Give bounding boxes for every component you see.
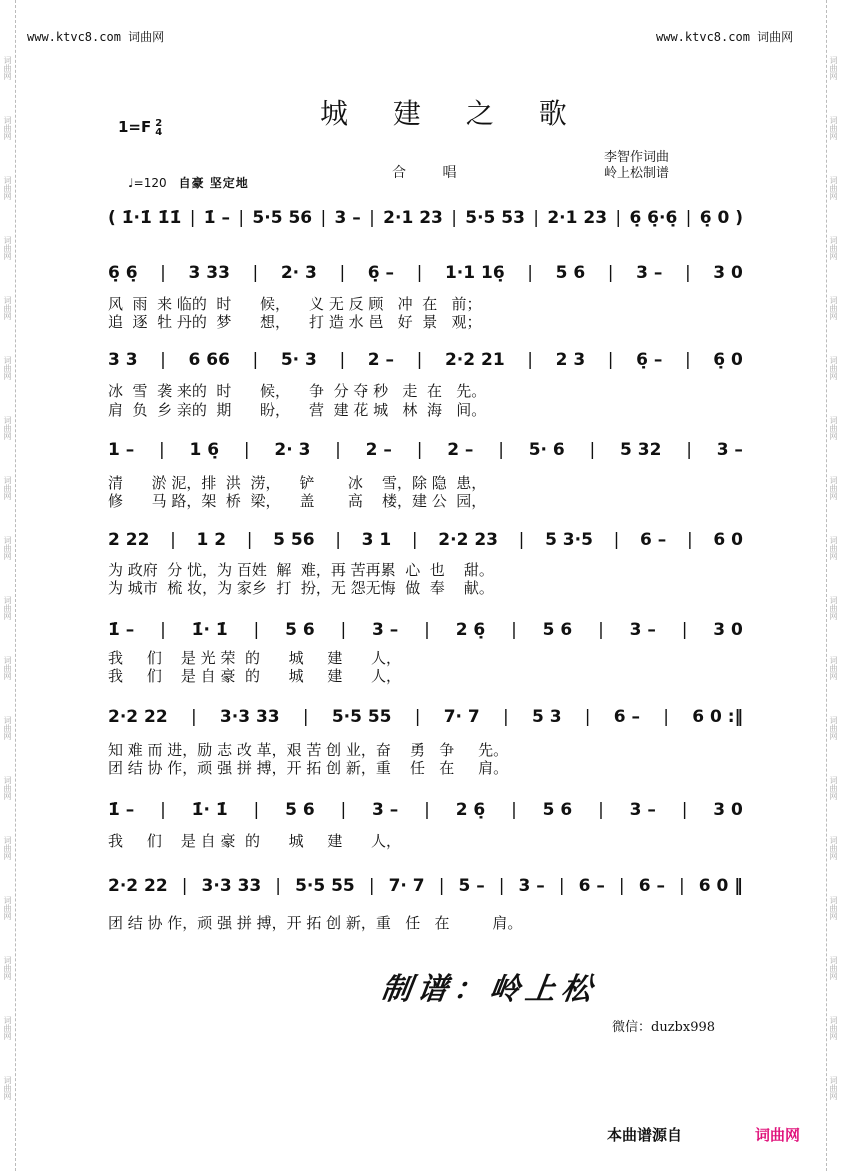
bar-line: | xyxy=(503,707,509,727)
bar-line: | xyxy=(340,620,347,640)
bar-line: | xyxy=(275,876,282,896)
lyric-line: 团 结 协 作，顽 强 拼 搏，开 拓 创 新，重 任 在 肩。 xyxy=(108,914,523,932)
measure: 6 0 ‖ xyxy=(698,876,743,896)
bar-line: | xyxy=(424,620,430,640)
measure: 3 1 xyxy=(361,530,392,550)
measure: 5· 6 xyxy=(528,440,565,460)
measure: 1 2 xyxy=(196,530,227,550)
notation-text xyxy=(108,707,743,727)
bar-line: | xyxy=(320,208,327,228)
bar-line: | xyxy=(584,707,591,727)
bar-line: | xyxy=(340,800,347,820)
bar-line: | xyxy=(613,530,620,550)
watermark-text: 词曲网 xyxy=(829,476,838,500)
measure: 5 6 xyxy=(542,800,573,820)
watermark-text: 词曲网 xyxy=(829,116,838,140)
bar-line: | xyxy=(438,876,445,896)
measure: 2 6̣ xyxy=(455,800,486,820)
measure: 5 6 xyxy=(555,263,586,283)
measure: 3 – xyxy=(629,620,656,640)
measure: 2·1 23 xyxy=(383,208,443,228)
key-signature xyxy=(118,118,162,137)
measure: 2 – xyxy=(365,440,392,460)
notation-text xyxy=(108,530,743,550)
watermark-text: 词曲网 xyxy=(829,1016,838,1040)
bar-line: | xyxy=(414,707,421,727)
measure: 1̇· 1̇ xyxy=(191,800,228,820)
measure: 3 – xyxy=(518,876,545,896)
watermark-text: 词曲网 xyxy=(829,776,838,800)
source-label: 本曲谱源自 xyxy=(607,1126,683,1144)
measure: 2·1 23 xyxy=(547,208,608,228)
watermark-text: 词曲网 xyxy=(829,296,838,320)
measure: 5 32 xyxy=(620,440,662,460)
measure: 3 33 xyxy=(188,263,230,283)
measure: 2· 3 xyxy=(274,440,311,460)
bar-line: | xyxy=(589,440,596,460)
bar-line: | xyxy=(416,263,423,283)
watermark-text: 词曲网 xyxy=(3,476,12,500)
bar-line: | xyxy=(684,350,691,370)
measure: 6̣ 6̣ xyxy=(108,263,138,283)
bar-line: | xyxy=(681,800,688,820)
watermark-text: 词曲网 xyxy=(3,956,12,980)
bar-line: | xyxy=(681,620,688,640)
tempo-value: ♩=120 xyxy=(128,176,167,190)
measure: 6 – xyxy=(640,530,667,550)
watermark-text: 词曲网 xyxy=(3,1016,12,1040)
key-label: 1=F xyxy=(118,118,152,136)
watermark-text: 词曲网 xyxy=(829,956,838,980)
bar-line: | xyxy=(189,208,196,228)
measure: 6 0 xyxy=(713,530,743,550)
bar-line: | xyxy=(335,440,341,460)
measure: 5 6 xyxy=(542,620,573,640)
measure: 2·2 22 xyxy=(108,707,168,727)
measure: 2·2 23 xyxy=(438,530,498,550)
bar-line: | xyxy=(511,620,517,640)
lyric-line: 知 难 而 进，励 志 改 革，艰 苦 创 业，奋 勇 争 先。 xyxy=(108,741,509,759)
bar-line: | xyxy=(253,800,260,820)
notation-text xyxy=(108,440,743,460)
lyric-line: 肩 负 乡 亲的 期 盼， 营 建 花 城 林 海 间。 xyxy=(108,401,487,419)
watermark-text: 词曲网 xyxy=(829,416,838,440)
notation-text xyxy=(108,876,743,896)
measure: 5·5 56 xyxy=(252,208,313,228)
watermark-text: 词曲网 xyxy=(3,176,12,200)
watermark-text: 词曲网 xyxy=(3,1076,12,1100)
bar-line: | xyxy=(339,263,346,283)
measure: 3 0 xyxy=(713,263,743,283)
measure: 5· 3 xyxy=(280,350,317,370)
bar-line: | xyxy=(160,350,166,370)
composer-credit: 李智作词曲 xyxy=(604,150,670,165)
arranger-signature: 制谱：岭上松 xyxy=(379,972,600,1007)
measure: 6̣ 0 xyxy=(713,350,743,370)
watermark-text: 词曲网 xyxy=(3,296,12,320)
notation-text xyxy=(108,208,743,228)
lyric-line: 为 城市 梳 妆，为 家乡 打 扮，无 怨无悔 做 奉 献。 xyxy=(108,579,494,597)
bar-line: | xyxy=(238,208,245,228)
measure: 2 3 xyxy=(555,350,586,370)
bar-line: | xyxy=(518,530,525,550)
watermark-text: 词曲网 xyxy=(829,1076,838,1100)
bar-line: | xyxy=(302,707,309,727)
measure: 3 0 xyxy=(713,620,743,640)
measure: 2 22 xyxy=(108,530,150,550)
notation-text xyxy=(108,263,743,283)
bar-line: | xyxy=(511,800,517,820)
lyric-line: 我 们 是 自 豪 的 城 建 人， xyxy=(108,832,402,850)
bar-line: | xyxy=(558,876,565,896)
measure: 3 – xyxy=(372,620,399,640)
bar-line: | xyxy=(246,530,253,550)
source-site-link[interactable]: 词曲网 xyxy=(755,1126,801,1144)
measure: 1̇ – xyxy=(108,800,135,820)
bar-line: | xyxy=(160,620,166,640)
time-top: 2 xyxy=(155,117,163,129)
mood-marking: 自豪 坚定地 xyxy=(178,176,249,190)
measure: 2 6̣ xyxy=(455,620,486,640)
measure: 5 3 xyxy=(531,707,562,727)
watermark-text: 词曲网 xyxy=(3,56,12,80)
measure: ( 1̇·1̇ 1̇1̇ xyxy=(108,208,182,228)
measure: 5·5 55 xyxy=(295,876,355,896)
measure: 3·3 33 xyxy=(201,876,262,896)
measure: 7· 7 xyxy=(388,876,425,896)
measure: 2· 3 xyxy=(280,263,317,283)
measure: 1̇ – xyxy=(108,620,135,640)
watermark-text: 词曲网 xyxy=(3,116,12,140)
measure: 2·2 22 xyxy=(108,876,168,896)
measure: 2 – xyxy=(367,350,395,370)
measure: 5·5 53 xyxy=(465,208,525,228)
watermark-text: 词曲网 xyxy=(829,176,838,200)
watermark-text: 词曲网 xyxy=(829,896,838,920)
bar-line: | xyxy=(527,263,533,283)
watermark-text: 词曲网 xyxy=(3,896,12,920)
measure: 6̣ 0 ) xyxy=(699,208,743,228)
measure: 6̣ – xyxy=(367,263,395,283)
watermark-text: 词曲网 xyxy=(3,776,12,800)
bar-line: | xyxy=(424,800,430,820)
lyric-line: 我 们 是 光 荣 的 城 建 人， xyxy=(108,649,402,667)
bar-line: | xyxy=(598,800,604,820)
bar-line: | xyxy=(252,350,259,370)
song-title: 城 建 之 歌 xyxy=(320,97,585,130)
bar-line: | xyxy=(339,350,346,370)
watermark-text: 词曲网 xyxy=(3,536,12,560)
watermark-text: 词曲网 xyxy=(3,596,12,620)
watermark-text: 词曲网 xyxy=(829,356,838,380)
measure: 5 56 xyxy=(273,530,315,550)
bar-line: | xyxy=(160,800,166,820)
bar-line: | xyxy=(527,350,533,370)
lyric-line: 为 政府 分 忧，为 百姓 解 难，再 苦再累 心 也 甜。 xyxy=(108,561,494,579)
tempo-marking xyxy=(128,174,249,191)
bar-line: | xyxy=(684,263,691,283)
bar-line: | xyxy=(368,876,375,896)
bar-line: | xyxy=(252,263,259,283)
bar-line: | xyxy=(170,530,176,550)
watermark-text: 词曲网 xyxy=(829,716,838,740)
measure: 5·5 55 xyxy=(331,707,392,727)
watermark-text: 词曲网 xyxy=(829,236,838,260)
notation-text xyxy=(108,620,743,640)
measure: 6̣ – xyxy=(636,350,663,370)
left-watermark-rail xyxy=(0,0,16,1171)
arranger-credit: 岭上松制谱 xyxy=(604,166,670,181)
bar-line: | xyxy=(598,620,604,640)
watermark-text: 词曲网 xyxy=(3,236,12,260)
measure: 3 0 xyxy=(713,800,743,820)
measure: 6̣ 6̣·6̣ xyxy=(629,208,678,228)
bar-line: | xyxy=(181,876,188,896)
bar-line: | xyxy=(253,620,260,640)
right-watermark-rail xyxy=(826,0,842,1171)
bar-line: | xyxy=(416,350,423,370)
measure: 6 66 xyxy=(188,350,230,370)
lyric-line: 团 结 协 作，顽 强 拼 搏，开 拓 创 新，重 任 在 肩。 xyxy=(108,759,509,777)
measure: 6 0 :‖ xyxy=(692,707,743,727)
measure: 3 – xyxy=(372,800,399,820)
header-url-right: www.ktvc8.com 词曲网 xyxy=(656,30,794,44)
bar-line: | xyxy=(498,876,505,896)
performance-type: 合 唱 xyxy=(392,165,473,181)
lyric-line: 清 淤 泥，排 洪 涝， 铲 冰 雪，除 隐 患， xyxy=(108,474,487,492)
time-bottom: 4 xyxy=(155,126,163,138)
measure: 2·2 21 xyxy=(444,350,505,370)
watermark-text: 词曲网 xyxy=(829,836,838,860)
bar-line: | xyxy=(686,440,692,460)
measure: 2 – xyxy=(447,440,474,460)
header-url-left: www.ktvc8.com 词曲网 xyxy=(27,30,165,44)
measure: 6 – xyxy=(638,876,665,896)
watermark-text: 词曲网 xyxy=(829,536,838,560)
bar-line: | xyxy=(607,263,614,283)
measure: 3 – xyxy=(334,208,361,228)
bar-line: | xyxy=(190,707,197,727)
bar-line: | xyxy=(533,208,540,228)
bar-line: | xyxy=(369,208,375,228)
bar-line: | xyxy=(498,440,504,460)
lyric-line: 追 逐 牡 丹的 梦 想， 打 造 水 邑 好 景 观； xyxy=(108,313,482,331)
watermark-text: 词曲网 xyxy=(829,56,838,80)
measure: 3·3 33 xyxy=(219,707,280,727)
wechat-contact: 微信：duzbx998 xyxy=(612,1020,716,1035)
bar-line: | xyxy=(451,208,457,228)
bar-line: | xyxy=(685,208,692,228)
measure: 5 – xyxy=(458,876,485,896)
measure: 1̇ – xyxy=(203,208,231,228)
lyric-line: 冰 雪 袭 来的 时 候， 争 分 夺 秒 走 在 先。 xyxy=(108,382,487,400)
measure: 5 6 xyxy=(285,800,315,820)
measure: 6 – xyxy=(613,707,640,727)
bar-line: | xyxy=(607,350,614,370)
lyric-line: 修 马 路，架 桥 梁， 盖 高 楼，建 公 园， xyxy=(108,492,487,510)
measure: 5 3·5 xyxy=(545,530,593,550)
measure: 3 – xyxy=(629,800,656,820)
measure: 1 6̣ xyxy=(189,440,220,460)
measure: 3 – xyxy=(636,263,663,283)
bar-line: | xyxy=(243,440,250,460)
watermark-text: 词曲网 xyxy=(3,416,12,440)
watermark-text: 词曲网 xyxy=(829,596,838,620)
lyric-line: 风 雨 来 临的 时 候， 义 无 反 顾 冲 在 前； xyxy=(108,295,482,313)
bar-line: | xyxy=(159,440,165,460)
bar-line: | xyxy=(411,530,418,550)
bar-line: | xyxy=(335,530,341,550)
bar-line: | xyxy=(615,208,622,228)
watermark-text: 词曲网 xyxy=(829,656,838,680)
measure: 1̇· 1̇ xyxy=(191,620,228,640)
bar-line: | xyxy=(663,707,669,727)
time-signature xyxy=(155,119,162,137)
watermark-text: 词曲网 xyxy=(3,716,12,740)
watermark-text: 词曲网 xyxy=(3,656,12,680)
bar-line: | xyxy=(618,876,625,896)
notation-text xyxy=(108,800,743,820)
watermark-text: 词曲网 xyxy=(3,836,12,860)
lyric-line: 我 们 是 自 豪 的 城 建 人， xyxy=(108,667,402,685)
measure: 6 – xyxy=(578,876,605,896)
measure: 7· 7 xyxy=(443,707,480,727)
measure: 1·1 16̣ xyxy=(444,263,505,283)
watermark-text: 词曲网 xyxy=(3,356,12,380)
bar-line: | xyxy=(686,530,693,550)
notation-text xyxy=(108,350,743,370)
measure: 1 – xyxy=(108,440,135,460)
bar-line: | xyxy=(160,263,166,283)
bar-line: | xyxy=(416,440,423,460)
bar-line: | xyxy=(679,876,685,896)
measure: 3 3 xyxy=(108,350,138,370)
measure: 5 6 xyxy=(285,620,315,640)
measure: 3 – xyxy=(716,440,743,460)
